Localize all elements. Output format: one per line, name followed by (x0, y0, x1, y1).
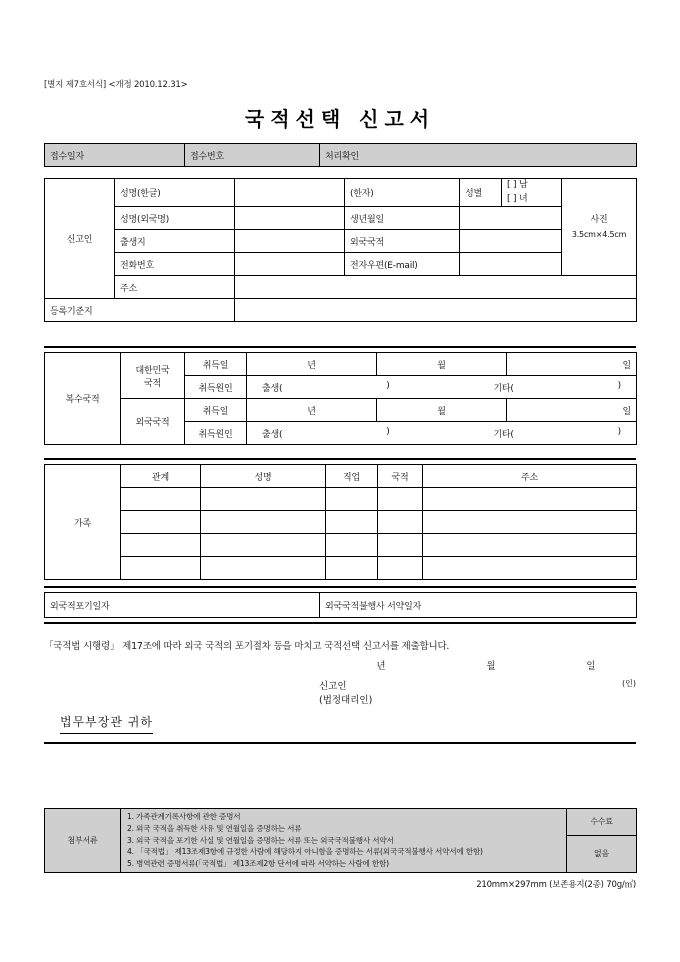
divider-5 (44, 742, 636, 744)
gender-female-option[interactable]: [ ] 녀 (507, 193, 528, 204)
divider-2 (44, 458, 636, 460)
korea-acquire-reason-options[interactable] (247, 376, 637, 399)
foreign-acquire-date-label: 취득일 (185, 399, 247, 422)
family-cell-job[interactable] (326, 557, 378, 580)
registry-value[interactable] (235, 299, 637, 322)
phone-value[interactable] (235, 253, 345, 276)
korea-acquire-reason-label: 취득원인 (185, 376, 247, 399)
fee-value: 없음 (567, 835, 637, 872)
family-cell-relation[interactable] (121, 511, 201, 534)
foreign-acquire-day[interactable]: 일 (507, 399, 637, 422)
family-col-relation: 관계 (121, 465, 201, 488)
statement-text: 「국적법 시행령」 제17조에 따라 외국 국적의 포기절차 등을 마치고 국적선택 신고서를 제출합니다. (44, 641, 450, 652)
table-row (45, 534, 637, 557)
paper-note: 210mm×297mm (보존용지(2종) 70g/㎡) (476, 880, 636, 890)
phone-label: 전화번호 (115, 253, 235, 276)
name-hanja-label: (한자) (345, 179, 460, 207)
attachment-item: 2. 외국 국적을 취득한 사유 및 연월일을 증명하는 서류 (127, 823, 302, 833)
family-col-address: 주소 (423, 465, 637, 488)
foreign-nationality-group-label: 외국국적 (121, 399, 185, 445)
table-row (45, 465, 637, 488)
family-cell-nationality[interactable] (378, 488, 423, 511)
name-korean-label: 성명(한글) (115, 179, 235, 207)
address-label: 주소 (115, 276, 235, 299)
statement-day[interactable]: 일 (586, 661, 596, 672)
email-value[interactable] (460, 253, 562, 276)
statement-month[interactable]: 월 (486, 661, 496, 672)
table-row (45, 207, 637, 230)
divider-1 (44, 346, 636, 348)
family-cell-address[interactable] (423, 488, 637, 511)
family-cell-nationality[interactable] (378, 557, 423, 580)
family-cell-address[interactable] (423, 511, 637, 534)
korea-birth-option[interactable]: 출생( (262, 383, 283, 394)
family-col-name: 성명 (201, 465, 326, 488)
foreign-acquire-year[interactable]: 년 (247, 399, 377, 422)
family-cell-name[interactable] (201, 557, 326, 580)
name-foreign-label: 성명(외국명) (115, 207, 235, 230)
address-value[interactable] (235, 276, 637, 299)
family-cell-address[interactable] (423, 557, 637, 580)
receipt-table (44, 143, 637, 167)
divider-3 (44, 586, 636, 588)
applicant-section-label: 신고인 (45, 179, 115, 299)
family-section-label: 가족 (45, 465, 121, 580)
photo-box[interactable] (562, 179, 637, 276)
family-cell-nationality[interactable] (378, 511, 423, 534)
family-cell-relation[interactable] (121, 488, 201, 511)
korea-other-close: ) (617, 380, 621, 391)
applicant-table (44, 178, 637, 322)
receipt-number-label: 접수번호 (185, 144, 320, 167)
name-foreign-value[interactable] (235, 207, 345, 230)
foreign-nationality-value[interactable] (460, 230, 562, 253)
signer-sub-label: (법정대리인) (319, 695, 373, 706)
family-table (44, 464, 637, 580)
family-cell-job[interactable] (326, 534, 378, 557)
page-title: 국적선택 신고서 (244, 107, 436, 131)
signer-label: 신고인 (319, 681, 347, 692)
korea-acquire-year[interactable]: 년 (247, 353, 377, 376)
attachments-table (44, 808, 637, 873)
foreign-acquire-reason-options[interactable] (247, 422, 637, 445)
birthplace-label: 출생지 (115, 230, 235, 253)
table-row (45, 557, 637, 580)
korea-other-option[interactable]: 기타( (493, 383, 514, 394)
korea-acquire-date-label: 취득일 (185, 353, 247, 376)
family-cell-job[interactable] (326, 511, 378, 534)
foreign-birth-close: ) (386, 426, 390, 437)
name-korean-value[interactable] (235, 179, 345, 207)
minister-line: 법무부장관 귀하 (60, 713, 153, 734)
table-row (45, 253, 637, 276)
renounce-date-label: 외국적포기일자 (45, 593, 320, 618)
table-row (45, 353, 637, 376)
table-row (45, 399, 637, 422)
receipt-date-label: 접수일자 (45, 144, 185, 167)
korea-nationality-label (121, 353, 185, 399)
korea-label-line2: 국적 (144, 378, 161, 389)
foreign-acquire-month[interactable]: 월 (377, 399, 507, 422)
foreign-nationality-label: 외국국적 (345, 230, 460, 253)
korea-birth-close: ) (386, 380, 390, 391)
table-row (45, 179, 637, 207)
attachment-item: 4. 「국적법」 제13조제3항에 규정한 사람에 해당하지 아니함을 증명하는 서류(외국국적불행사 서약서에 한함) (127, 847, 483, 857)
attachment-item: 5. 병역관련 증명서류(「국적법」 제13조제2항 단서에 따라 서약하는 사람에 한함) (127, 859, 389, 869)
photo-size-label: 3.5cm×4.5cm (571, 229, 627, 239)
attachment-item: 3. 외국 국적을 포기한 사실 및 연월일을 증명하는 서류 또는 외국국적불행사 서약서 (127, 835, 394, 845)
form-note: [별지 제7호서식] <개정 2010.12.31> (44, 80, 188, 90)
korea-acquire-month[interactable]: 월 (377, 353, 507, 376)
gender-options[interactable] (502, 179, 562, 207)
dual-nationality-section-label: 복수국적 (45, 353, 121, 445)
signer-row (44, 678, 636, 706)
table-row (45, 299, 637, 322)
attachments-label: 첨부서류 (45, 809, 121, 873)
family-cell-relation[interactable] (121, 534, 201, 557)
email-label: 전자우편(E-mail) (345, 253, 460, 276)
attachments-list (121, 809, 567, 873)
dual-nationality-table (44, 352, 637, 445)
family-cell-relation[interactable] (121, 557, 201, 580)
family-cell-nationality[interactable] (378, 534, 423, 557)
table-row (45, 511, 637, 534)
table-row (45, 230, 637, 253)
family-cell-address[interactable] (423, 534, 637, 557)
table-row (45, 276, 637, 299)
divider-4 (44, 622, 636, 624)
birthdate-label: 생년월일 (345, 207, 460, 230)
family-cell-name[interactable] (201, 534, 326, 557)
statement-date-row (44, 658, 636, 672)
renounce-table (44, 592, 637, 618)
korea-acquire-day[interactable]: 일 (507, 353, 637, 376)
birthplace-value[interactable] (235, 230, 345, 253)
foreign-acquire-reason-label: 취득원인 (185, 422, 247, 445)
seal-mark: (인) (622, 679, 636, 688)
family-col-nationality: 국적 (378, 465, 423, 488)
gender-male-option[interactable]: [ ] 남 (507, 180, 528, 190)
registry-label: 등록기준지 (45, 299, 235, 322)
birthdate-value[interactable] (460, 207, 562, 230)
family-cell-name[interactable] (201, 511, 326, 534)
table-row (45, 809, 637, 836)
receipt-confirm-label: 처리확인 (320, 144, 637, 167)
photo-label: 사진 (590, 214, 608, 225)
foreign-other-close: ) (617, 426, 621, 437)
family-col-job: 직업 (326, 465, 378, 488)
gender-label: 성별 (460, 179, 502, 207)
non-exercise-oath-date-label: 외국국적불행사 서약일자 (320, 593, 637, 618)
foreign-other-option[interactable]: 기타( (493, 429, 514, 440)
korea-label-line1: 대한민국 (135, 365, 170, 376)
family-cell-job[interactable] (326, 488, 378, 511)
table-row (45, 488, 637, 511)
family-cell-name[interactable] (201, 488, 326, 511)
table-row (45, 593, 637, 618)
fee-label: 수수료 (567, 809, 637, 836)
foreign-birth-option[interactable]: 출생( (262, 429, 283, 440)
attachment-item: 1. 가족관계기록사항에 관한 증명서 (127, 812, 241, 821)
statement-year[interactable]: 년 (376, 661, 386, 672)
table-row (45, 144, 637, 167)
